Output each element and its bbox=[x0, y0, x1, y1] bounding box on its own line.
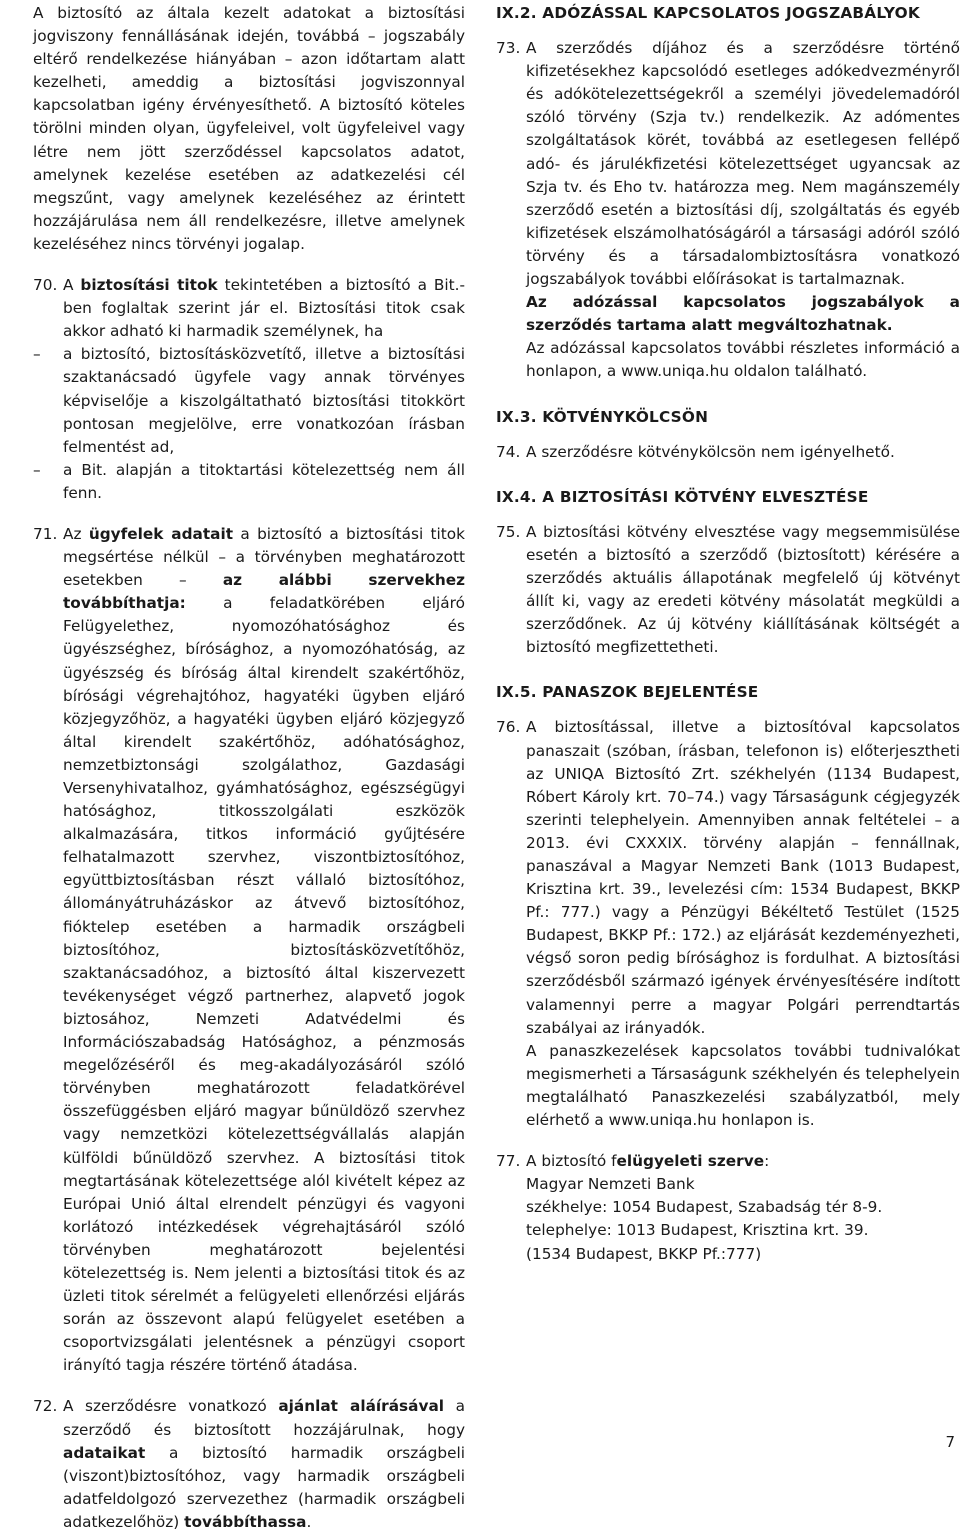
right-column bbox=[496, 2, 960, 1266]
supervisor-name: Magyar Nemzeti Bank bbox=[526, 1175, 695, 1194]
section-number: 77. bbox=[496, 1152, 521, 1171]
section-extra: Az adózással kapcsolatos további részletes információ a honlapon, a www.uniqa.hu oldalon található. bbox=[526, 339, 960, 381]
section-number: 71. bbox=[33, 524, 58, 543]
section-number: 70. bbox=[33, 276, 58, 295]
section-77 bbox=[496, 1150, 960, 1265]
supervisor-mail: (1534 Budapest, BKKP Pf.:777) bbox=[526, 1244, 762, 1263]
section-number: 75. bbox=[496, 522, 521, 541]
section-text: A szerződésre kötvénykölcsön nem igényelhető. bbox=[526, 442, 895, 461]
section-71 bbox=[33, 523, 465, 1377]
section-heading: IX.5. PANASZOK BEJELENTÉSE bbox=[496, 683, 759, 702]
supervisor-site: telephelye: 1013 Budapest, Krisztina krt. 39. bbox=[526, 1221, 869, 1240]
section-heading: IX.4. A BIZTOSÍTÁSI KÖTVÉNY ELVESZTÉSE bbox=[496, 487, 869, 506]
section-heading: IX.3. KÖTVÉNYKÖLCSÖN bbox=[496, 407, 709, 426]
list-item: – a Bit. alapján a titoktartási kötelezettség nem áll fenn. bbox=[33, 460, 465, 502]
section-heading: IX.2. ADÓZÁSSAL KAPCSOLATOS JOGSZABÁLYOK bbox=[496, 4, 920, 22]
section-number: 73. bbox=[496, 39, 521, 58]
section-number: 72. bbox=[33, 1397, 58, 1416]
section-72 bbox=[33, 1395, 465, 1534]
section-number: 74. bbox=[496, 442, 521, 461]
section-73 bbox=[496, 37, 960, 383]
left-column bbox=[33, 2, 465, 1534]
section-text: A biztosítással, illetve a biztosítóval kapcsolatos panaszait (szóban, írásban, telefonon is) előterjesztheti az UNIQA Biztosító Zrt. székhelyén (1134 Budapest, Róbert Károly krt. 70–74.) vagy Társaságunk cégjegyzék szerinti telephelyein. Amennyiben annak feltételei – a 2013. évi CXXXIX. törvény alapján – fennállnak, panaszával a Magyar Nemzeti Bank (1013 Budapest, Krisztina krt. 39., levelezési cím: 1534 Budapest, BKKP Pf.: 777.) vagy a Pénzügyi Békéltető Testület (1525 Budapest, BKKP Pf.: 172.) az eljárását kezdeményezheti, végső soron pedig bírósághoz is fordulhat. A biztosítási szerződésből származó igények érvényesítésére indított valamennyi perre a magyar Polgári perrendtartás szabályai az irányadók. bbox=[526, 718, 960, 1037]
list-item: – a biztosító, biztosításközvetítő, illetve a biztosítási szaktanácsadó ügyfele vagy annak törvényes képviselője a kiszolgáltatható biztosítási titokkört pontosan megjelölve, erre vonatkozóan írásban felmentést ad, bbox=[33, 345, 465, 456]
exception-list bbox=[33, 343, 465, 505]
section-text: A biztosító felügyeleti szerve: bbox=[526, 1152, 770, 1171]
section-70 bbox=[33, 274, 465, 343]
section-text: A biztosítási kötvény elvesztése vagy megsemmisülése esetén a biztosító a szerződő (biztosított) kérésére a szerződés aktuális állapotának megfelelő új kötvényt állít ki, vagy az eredeti kötvény másolatát megküldi a szerződőnek. Az új kötvény kiállításának költségét a biztosító megfizettetheti. bbox=[526, 522, 960, 657]
section-number: 76. bbox=[496, 718, 521, 737]
page-number: 7 bbox=[945, 1432, 955, 1451]
section-74 bbox=[496, 441, 960, 464]
section-text: Az ügyfelek adatait a biztosító a biztosítási titok megsértése nélkül – a törvényben meghatározott esetekben – az alábbi szervekhez továbbíthatja: a feladatkörében eljáró Felügyelethez, nyomozóhatósághoz és ügyészséghez, bírósághoz, a nyomozóhatóság, az ügyészség és bíróság által kirendelt szakértőhöz, bírósági végrehajtóhoz, hagyatéki ügyben eljáró közjegyzőhöz, a hagyatéki ügyben eljáró közjegyző által kirendelt szakértőhöz, adóhatósághoz, nemzetbiztonsági szolgálathoz, Gazdasági Versenyhivatalhoz, gyámhatósághoz, egészségügyi hatósághoz, titkosszolgálati eszközök alkalmazására, titkos információ gyűjtésére felhatalmazott szervhez, viszontbiztosítóhoz, együttbiztosításban részt vállaló biztosítóhoz, állományátruházáskor az átvevő biztosítóhoz, fióktelep esetében a harmadik országbeli biztosítóhoz, biztosításközvetítőhöz, szaktanácsadóhoz, a biztosító által kiszervezett tevékenységet végző partnerhez, alapvető jogok biztosához, Nemzeti Adatvédelmi és Információszabadság Hatósághoz, a pénzmosás megelőzéséről és meg-akadályozásáról szóló törvényben meghatározott feladatkörével összefüggésben eljáró magyar bűnüldöző szervhez vagy nemzetközi kötelezettségvállalás alapján külföldi bűnüldöző szervhez. A biztosítási titok megtartásának kötelezettsége alól kivételt képez az Európai Unió által elrendelt pénzügyi és vagyoni korlátozó intézkedések végrehajtásáról szóló törvényben meghatározott bejelentési kötelezettség is. Nem jelenti a biztosítási titok és az üzleti titok sérelmét a felügyeleti ellenőrzési eljárás során az összevont alapú felügyelet esetében a csoportvizsgálati jelentésnek a pénzügyi csoport irányító tagja részére történő átadása. bbox=[63, 524, 465, 1375]
bold-notice: Az adózással kapcsolatos jogszabályok a szerződés tartama alatt megváltozhatnak. bbox=[526, 293, 960, 335]
section-text: A biztosítási titok tekintetében a biztosító a Bit.-ben foglaltak szerint jár el. Biztosítási titok csak akkor adható ki harmadik személynek, ha bbox=[63, 276, 466, 341]
supervisor-seat: székhelye: 1054 Budapest, Szabadság tér 8-9. bbox=[526, 1198, 883, 1217]
section-75 bbox=[496, 521, 960, 660]
section-text: A panaszkezelések kapcsolatos további tudnivalókat megismerheti a Társaságunk székhelyén és telephelyein megtalálható Panaszkezelési szabályzatból, mely elérhető a www.uniqa.hu honlapon is. bbox=[526, 1041, 960, 1130]
section-text: A szerződésre vonatkozó ajánlat aláírásával a szerződő és biztosított hozzájárulnak, hogy adataikat a biztosító harmadik országbeli (viszont)biztosítóhoz, vagy harmadik országbeli adatfeldolgozó szervezethez (harmadik országbeli adatkezelőhöz) továbbíthassa. bbox=[63, 1397, 465, 1531]
section-76 bbox=[496, 716, 960, 1132]
section-text: A szerződés díjához és a szerződésre történő kifizetésekhez kapcsolódó esetleges adókedvezményről és adókötelezettségekről a személyi jövedelemadóról szóló törvény (Szja tv.) rendelkezik. Az adómentes szolgáltatások körét, továbbá az esetlegesen fellépő adó- és járulékfizetési kötelezettséget ugyancsak az Szja tv. és Eho tv. határozza meg. Nem magánszemély szerződő esetén a biztosítási díj, szolgáltatás és egyéb kifizetések elszámolhatóságáról a társasági adóról szóló törvény és a társadalombiztosításra vonatkozó jogszabályok további előírásokat is tartalmaznak. bbox=[526, 39, 960, 289]
intro-paragraph: A biztosító az általa kezelt adatokat a biztosítási jogviszony fennállásának idején, továbbá – jogszabály eltérő rendelkezése hiányában – azon időtartam alatt kezelheti, ameddig a biztosítási jogviszonnyal kapcsolatban igény érvényesíthető. A biztosító köteles törölni minden olyan, ügyfeleivel, volt ügyfeleivel vagy létre nem jött szerződéssel kapcsolatos adatot, amelynek kezelése esetében az adatkezelési cél megszűnt, vagy amelynek kezeléséhez az érintett hozzájárulása nem áll rendelkezésre, illetve amelynek kezeléséhez nincs törvényi jogalap. bbox=[33, 4, 465, 253]
